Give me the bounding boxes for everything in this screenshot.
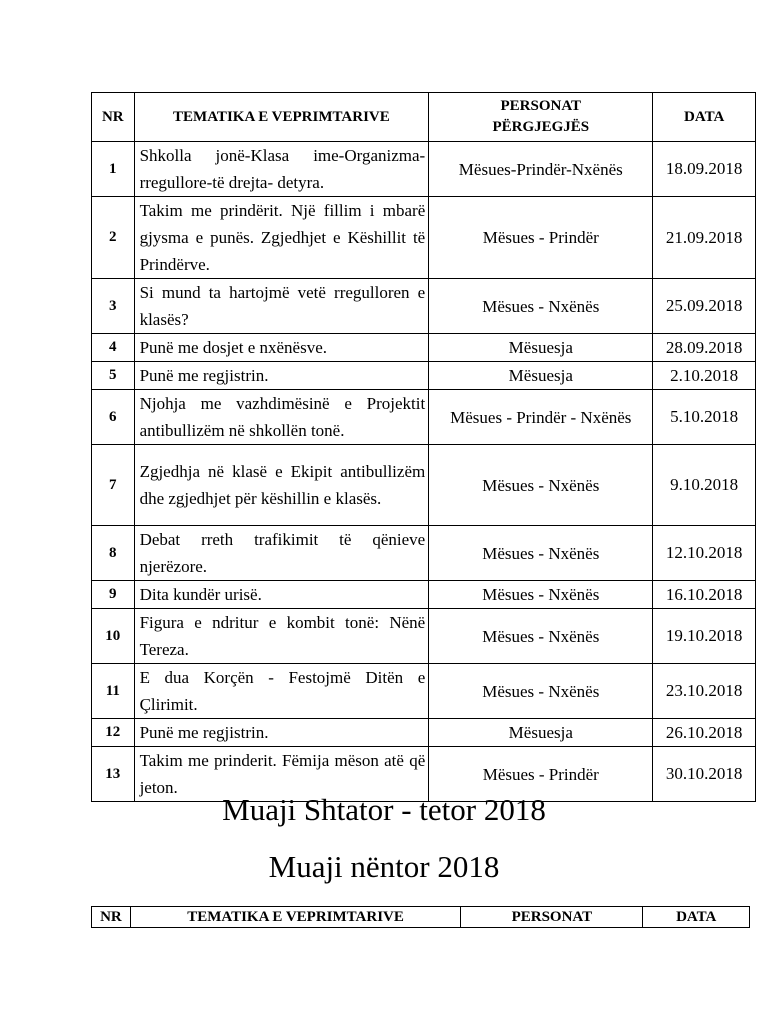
table-row (92, 279, 756, 334)
row-nr: 7 (92, 445, 135, 526)
header-persons (429, 93, 653, 142)
row-date: 9.10.2018 (653, 445, 756, 526)
row-persons: Mësues - Nxënës (429, 279, 653, 334)
row-date: 5.10.2018 (653, 390, 756, 445)
row-date: 23.10.2018 (653, 664, 756, 719)
row-persons: Mësues - Nxënës (429, 526, 653, 581)
table-row (92, 609, 756, 664)
row-topic: Zgjedhja në klasë e Ekipit antibullizëm dhe zgjedhjet për këshillin e klasës. (134, 445, 429, 526)
row-nr: 10 (92, 609, 135, 664)
row-nr: 1 (92, 142, 135, 197)
table-row (92, 334, 756, 362)
row-persons: Mësues - Nxënës (429, 445, 653, 526)
table-header-row (92, 907, 750, 928)
row-topic: E dua Korçën - Festojmë Ditën e Çlirimit. (134, 664, 429, 719)
row-persons: Mësuesja (429, 719, 653, 747)
header-date: DATA (653, 93, 756, 142)
month-title-september-october: Muaji Shtator - tetor 2018 (222, 792, 546, 827)
header-topic: TEMATIKA E VEPRIMTARIVE (134, 93, 429, 142)
table-row (92, 445, 756, 526)
row-persons: Mësuesja (429, 334, 653, 362)
row-nr: 3 (92, 279, 135, 334)
row-topic: Punë me dosjet e nxënësve. (134, 334, 429, 362)
table-row (92, 526, 756, 581)
row-persons: Mësues - Nxënës (429, 664, 653, 719)
row-topic: Njohja me vazhdimësinë e Projektit antibullizëm në shkollën tonë. (134, 390, 429, 445)
row-date: 19.10.2018 (653, 609, 756, 664)
row-persons: Mësues-Prindër-Nxënës (429, 142, 653, 197)
row-persons: Mësues - Nxënës (429, 609, 653, 664)
table-row (92, 664, 756, 719)
row-date: 26.10.2018 (653, 719, 756, 747)
header-persons-line1: PERSONAT (500, 98, 582, 114)
row-persons: Mësues - Nxënës (429, 581, 653, 609)
table-row (92, 362, 756, 390)
row-topic: Takim me prindërit. Një fillim i mbarë gjysma e punës. Zgjedhjet e Këshillit të Prindërve. (134, 197, 429, 279)
table-row (92, 390, 756, 445)
row-date: 2.10.2018 (653, 362, 756, 390)
row-nr: 11 (92, 664, 135, 719)
row-nr: 8 (92, 526, 135, 581)
table-header-row (92, 93, 756, 142)
month-title-november: Muaji nëntor 2018 (268, 849, 500, 884)
row-nr: 12 (92, 719, 135, 747)
row-persons: Mësues - Prindër (429, 747, 653, 802)
row-nr: 9 (92, 581, 135, 609)
row-topic: Dita kundër urisë. (134, 581, 429, 609)
row-date: 16.10.2018 (653, 581, 756, 609)
header-date: DATA (643, 907, 750, 928)
row-nr: 5 (92, 362, 135, 390)
header-persons: PERSONAT (461, 907, 643, 928)
row-nr: 2 (92, 197, 135, 279)
table-row (92, 719, 756, 747)
row-date: 18.09.2018 (653, 142, 756, 197)
row-topic: Punë me regjistrin. (134, 362, 429, 390)
table-row (92, 197, 756, 279)
header-persons-line2: PËRGJEGJËS (492, 119, 590, 135)
row-date: 21.09.2018 (653, 197, 756, 279)
table-row (92, 581, 756, 609)
row-topic: Shkolla jonë-Klasa ime-Organizma-rregullore-të drejta- detyra. (134, 142, 429, 197)
row-nr: 4 (92, 334, 135, 362)
row-topic: Figura e ndritur e kombit tonë: Nënë Tereza. (134, 609, 429, 664)
row-topic: Takim me prinderit. Fëmija mëson atë që jeton. (134, 747, 429, 802)
row-persons: Mësues - Prindër (429, 197, 653, 279)
header-topic: TEMATIKA E VEPRIMTARIVE (130, 907, 460, 928)
row-nr: 13 (92, 747, 135, 802)
header-nr: NR (92, 93, 135, 142)
row-nr: 6 (92, 390, 135, 445)
row-persons: Mësues - Prindër - Nxënës (429, 390, 653, 445)
activities-table-november (91, 906, 750, 928)
header-nr: NR (92, 907, 131, 928)
row-topic: Debat rreth trafikimit të qënieve njerëzore. (134, 526, 429, 581)
row-date: 25.09.2018 (653, 279, 756, 334)
activities-table-september-october (91, 92, 756, 802)
row-topic: Si mund ta hartojmë vetë rregulloren e klasës? (134, 279, 429, 334)
row-persons: Mësuesja (429, 362, 653, 390)
row-topic: Punë me regjistrin. (134, 719, 429, 747)
row-date: 12.10.2018 (653, 526, 756, 581)
row-date: 28.09.2018 (653, 334, 756, 362)
row-date: 30.10.2018 (653, 747, 756, 802)
table-row (92, 142, 756, 197)
